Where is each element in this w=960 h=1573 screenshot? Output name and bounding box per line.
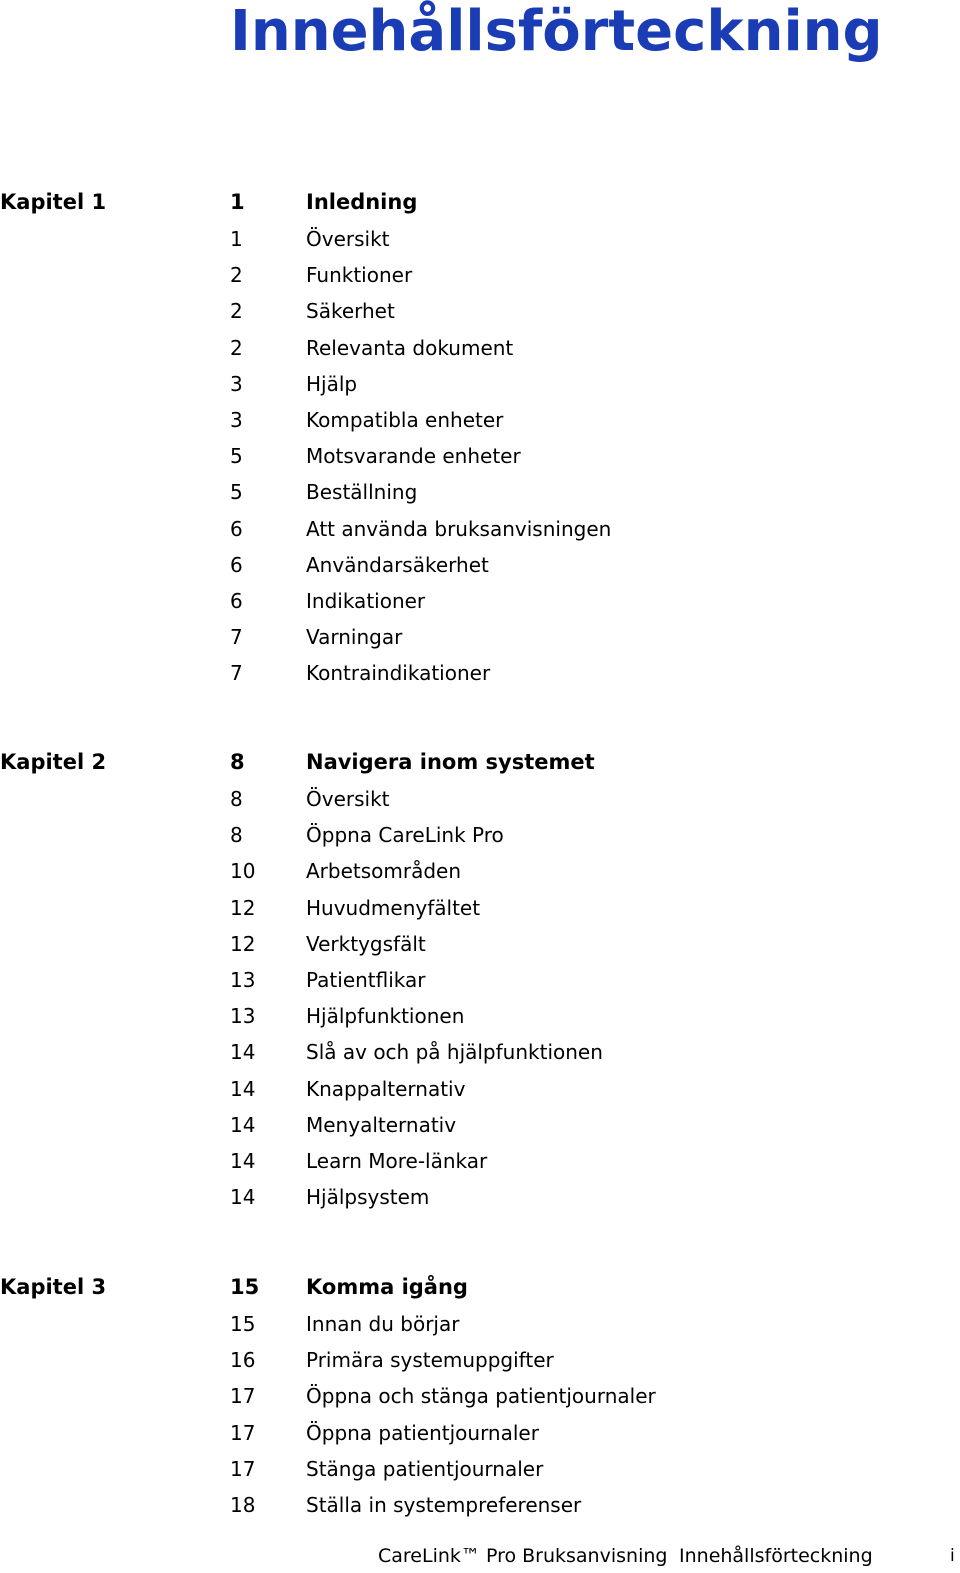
toc-entry[interactable] [0, 1415, 960, 1451]
page-title: Innehållsförteckning [230, 0, 883, 64]
entry-page-number: 6 [230, 552, 243, 577]
toc-entry[interactable] [0, 257, 960, 293]
entry-title: Ställa in systempreferenser [306, 1492, 582, 1517]
entry-page-number: 12 [230, 931, 256, 956]
toc-entry[interactable] [0, 474, 960, 510]
toc-entry[interactable] [0, 511, 960, 547]
toc-entry[interactable] [0, 817, 960, 853]
chapter-page-number: 1 [230, 190, 245, 214]
entry-title: Öppna CareLink Pro [306, 823, 504, 848]
entry-page-number: 8 [230, 823, 243, 848]
entry-page-number: 7 [230, 661, 243, 686]
entry-page-number: 5 [230, 480, 243, 505]
toc-entry[interactable] [0, 1034, 960, 1070]
chapter-label: Kapitel 1 [0, 190, 107, 214]
toc-entry[interactable] [0, 962, 960, 998]
entry-title: Kontraindikationer [306, 661, 491, 686]
chapter-heading[interactable] [0, 744, 960, 781]
entry-page-number: 3 [230, 407, 243, 432]
entry-page-number: 1 [230, 227, 243, 251]
entry-title: Knappalternativ [306, 1076, 466, 1101]
entry-title: Verktygsfält [306, 931, 426, 956]
entry-title: Patientflikar [306, 967, 426, 992]
toc-entry[interactable] [0, 655, 960, 691]
entry-page-number: 2 [230, 263, 243, 288]
toc-entry[interactable] [0, 853, 960, 889]
chapter-title: Inledning [306, 190, 418, 214]
entry-page-number: 6 [230, 516, 243, 541]
chapter-label: Kapitel 2 [0, 750, 107, 774]
footer-document-title: CareLink™ Pro Bruksanvisning [378, 1545, 668, 1567]
footer-page-number: i [950, 1546, 955, 1566]
entry-page-number: 10 [230, 859, 256, 884]
chapter-title: Komma igång [306, 1275, 468, 1299]
entry-page-number: 14 [230, 1185, 256, 1210]
toc-entry[interactable] [0, 330, 960, 366]
entry-page-number: 17 [230, 1456, 256, 1481]
toc-entry[interactable] [0, 1179, 960, 1215]
chapter-page-number: 8 [230, 750, 245, 774]
entry-title: Slå av och på hjälpfunktionen [306, 1040, 603, 1065]
toc-entry[interactable] [0, 998, 960, 1034]
entry-page-number: 6 [230, 588, 243, 613]
toc-entry[interactable] [0, 1487, 960, 1523]
entry-page-number: 16 [230, 1348, 256, 1373]
toc-chapter-2 [0, 744, 960, 1215]
entry-title: Säkerhet [306, 299, 395, 324]
entry-title: Öppna patientjournaler [306, 1420, 539, 1445]
toc-entry[interactable] [0, 781, 960, 817]
entry-title: Hjälpsystem [306, 1185, 430, 1210]
entry-page-number: 7 [230, 625, 243, 650]
toc-chapter-3 [0, 1269, 960, 1523]
toc-entry[interactable] [0, 926, 960, 962]
entry-title: Learn More-länkar [306, 1148, 488, 1173]
toc-chapter-1 [0, 184, 960, 691]
entry-title: Översikt [306, 787, 390, 811]
entry-page-number: 3 [230, 371, 243, 396]
page-footer [0, 1541, 960, 1571]
toc-entry[interactable] [0, 1107, 960, 1143]
toc-entry[interactable] [0, 1342, 960, 1378]
entry-page-number: 18 [230, 1492, 256, 1517]
entry-title: Indikationer [306, 588, 426, 613]
entry-title: Att använda bruksanvisningen [306, 516, 612, 541]
toc-entry[interactable] [0, 402, 960, 438]
entry-page-number: 2 [230, 299, 243, 324]
toc-entry[interactable] [0, 293, 960, 329]
entry-page-number: 17 [230, 1420, 256, 1445]
entry-title: Funktioner [306, 263, 413, 288]
entry-page-number: 17 [230, 1384, 256, 1409]
entry-page-number: 14 [230, 1076, 256, 1101]
entry-title: Arbetsområden [306, 859, 462, 884]
entry-page-number: 14 [230, 1148, 256, 1173]
toc-entry[interactable] [0, 1143, 960, 1179]
entry-title: Översikt [306, 227, 390, 251]
entry-title: Hjälpfunktionen [306, 1004, 465, 1029]
entry-title: Motsvarande enheter [306, 444, 521, 469]
chapter-label: Kapitel 3 [0, 1275, 107, 1299]
toc-entry[interactable] [0, 366, 960, 402]
toc-entry[interactable] [0, 221, 960, 257]
entry-title: Innan du börjar [306, 1312, 460, 1336]
entry-title: Varningar [306, 625, 403, 650]
toc-entry[interactable] [0, 583, 960, 619]
entry-page-number: 13 [230, 967, 256, 992]
toc-entry[interactable] [0, 547, 960, 583]
entry-title: Relevanta dokument [306, 335, 514, 360]
toc-entry[interactable] [0, 438, 960, 474]
entry-page-number: 15 [230, 1312, 256, 1336]
chapter-heading[interactable] [0, 1269, 960, 1306]
entry-title: Användarsäkerhet [306, 552, 489, 577]
toc-entry[interactable] [0, 1378, 960, 1414]
entry-title: Öppna och stänga patientjournaler [306, 1384, 656, 1409]
toc-entry[interactable] [0, 1306, 960, 1342]
entry-page-number: 13 [230, 1004, 256, 1029]
chapter-title: Navigera inom systemet [306, 750, 595, 774]
toc-entry[interactable] [0, 890, 960, 926]
entry-page-number: 12 [230, 895, 256, 920]
entry-title: Huvudmenyfältet [306, 895, 481, 920]
chapter-page-number: 15 [230, 1275, 260, 1299]
footer-section-title: Innehållsförteckning [679, 1545, 873, 1567]
entry-page-number: 14 [230, 1112, 256, 1137]
entry-title: Beställning [306, 480, 418, 505]
entry-title: Hjälp [306, 371, 358, 396]
entry-page-number: 8 [230, 787, 243, 811]
entry-title: Kompatibla enheter [306, 407, 504, 432]
entry-title: Primära systemuppgifter [306, 1348, 554, 1373]
entry-page-number: 14 [230, 1040, 256, 1065]
entry-page-number: 5 [230, 444, 243, 469]
chapter-heading[interactable] [0, 184, 960, 221]
entry-title: Menyalternativ [306, 1112, 457, 1137]
toc-entry[interactable] [0, 1071, 960, 1107]
entry-title: Stänga patientjournaler [306, 1456, 544, 1481]
toc-entry[interactable] [0, 619, 960, 655]
toc-entry[interactable] [0, 1451, 960, 1487]
entry-page-number: 2 [230, 335, 243, 360]
